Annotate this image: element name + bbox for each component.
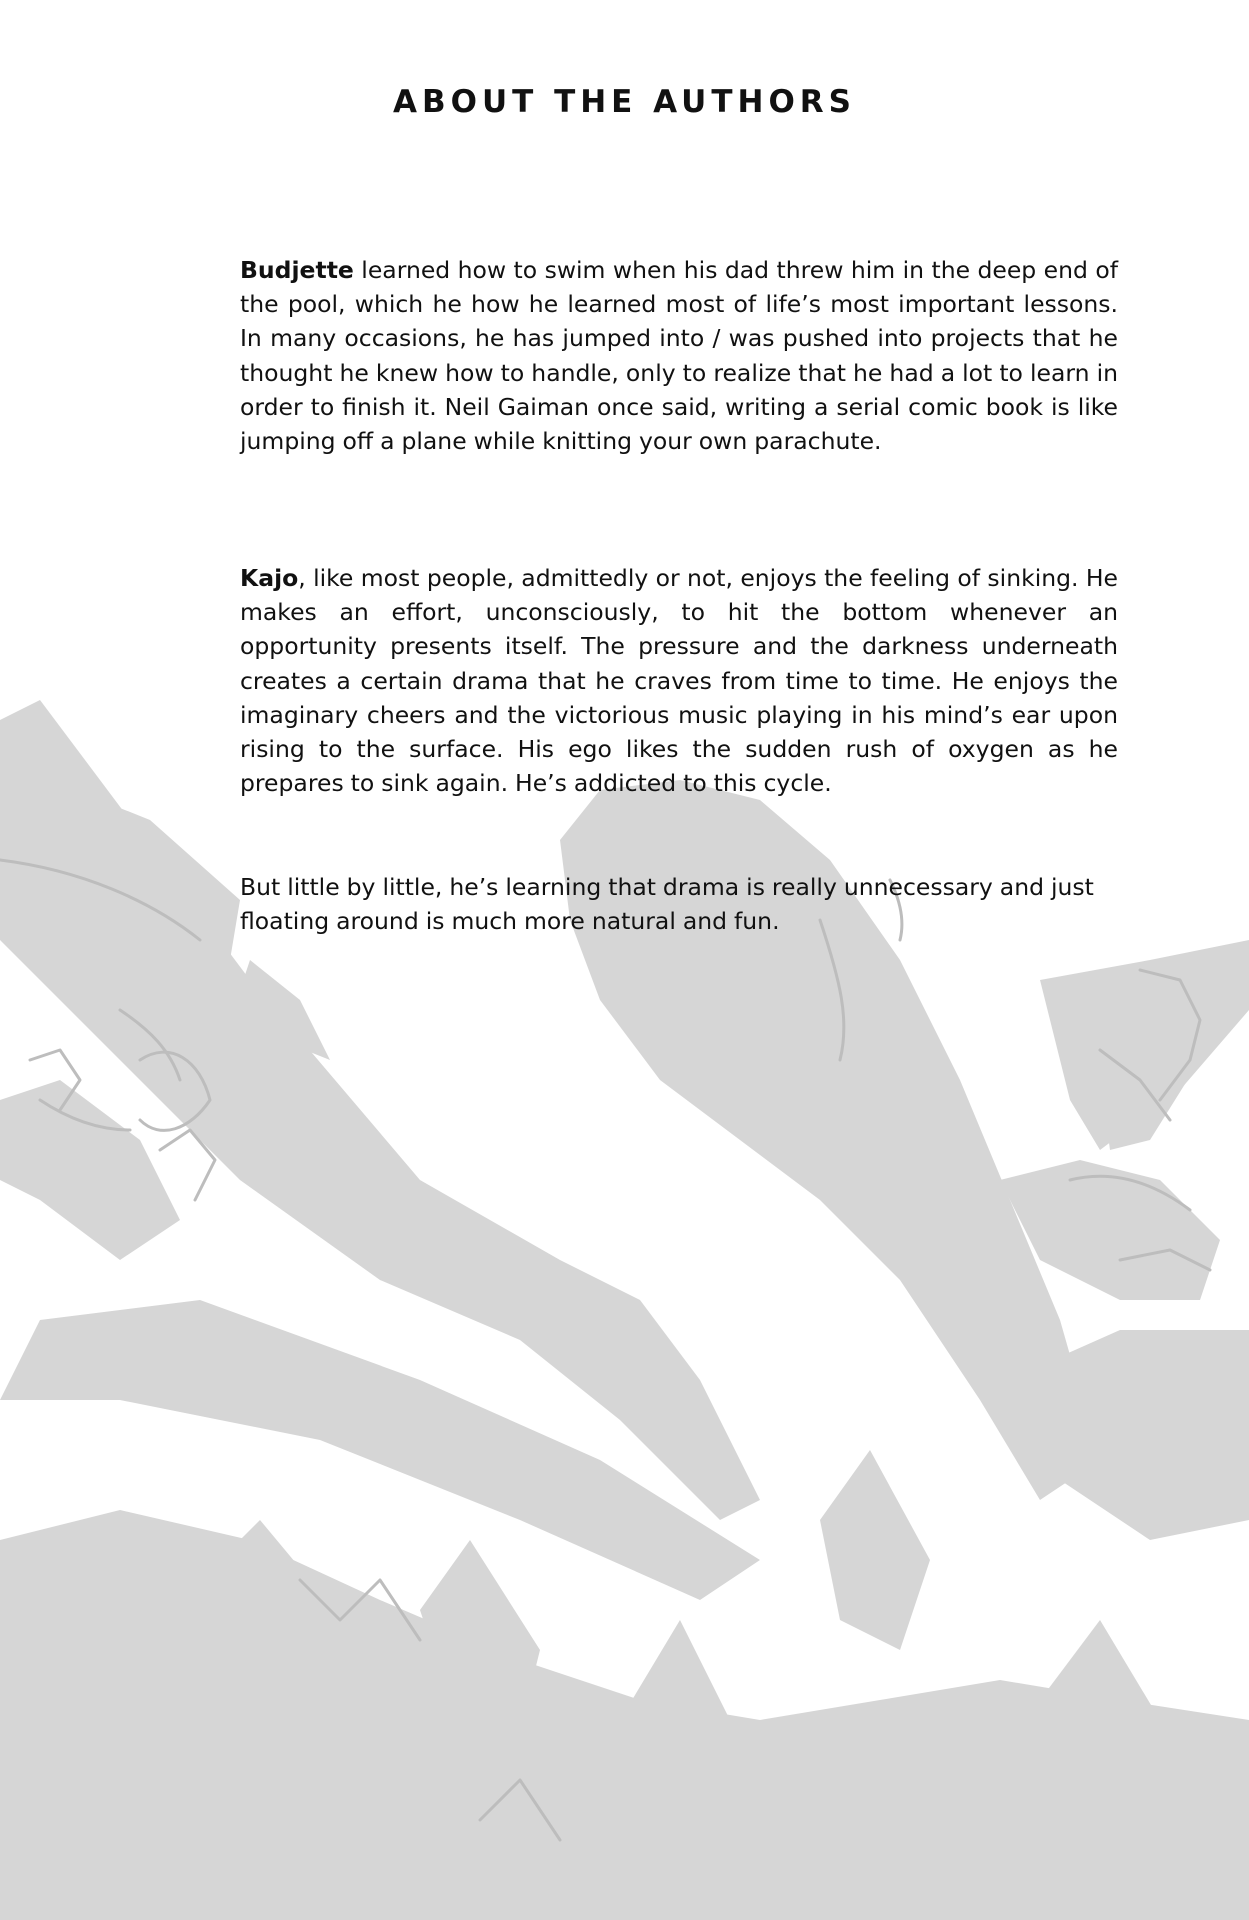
author-bio-budjette xyxy=(240,253,1118,458)
author-name-kajo: Kajo xyxy=(240,564,299,592)
author-bio-kajo-continued: But little by little, he’s learning that drama is really unnecessary and just floating around is much more natural and fun. xyxy=(240,873,1094,936)
author-bio-text-budjette: learned how to swim when his dad threw him in the deep end of the pool, which he how he learned most of life’s most important lessons. In many occasions, he has jumped into / was pushed into projects that he thought he knew how to handle, only to realize that he had a lot to learn in order to finish it. Neil Gaiman once said, writing a serial comic book is like jumping off a plane while knitting your own parachute. xyxy=(240,256,1118,456)
author-bio-kajo xyxy=(240,561,1118,800)
art-shape-spike-3 xyxy=(820,1450,930,1650)
author-bio-text-kajo: , like most people, admittedly or not, enjoys the feeling of sinking. He makes an effort, unconsciously, to hit the bottom whenever an opportunity presents itself. The pressure and the darkness underneath creates a certain drama that he craves from time to time. He enjoys the imaginary cheers and the victorious music playing in his mind’s ear upon rising to the surface. His ego likes the sudden rush of oxygen as he prepares to sink again. He’s addicted to this cycle. xyxy=(240,564,1118,798)
art-shape-left-limb xyxy=(0,1080,180,1260)
art-shape-right-block xyxy=(1030,1330,1249,1540)
page-title: ABOUT THE AUTHORS xyxy=(393,84,856,120)
author-name-budjette: Budjette xyxy=(240,256,354,284)
